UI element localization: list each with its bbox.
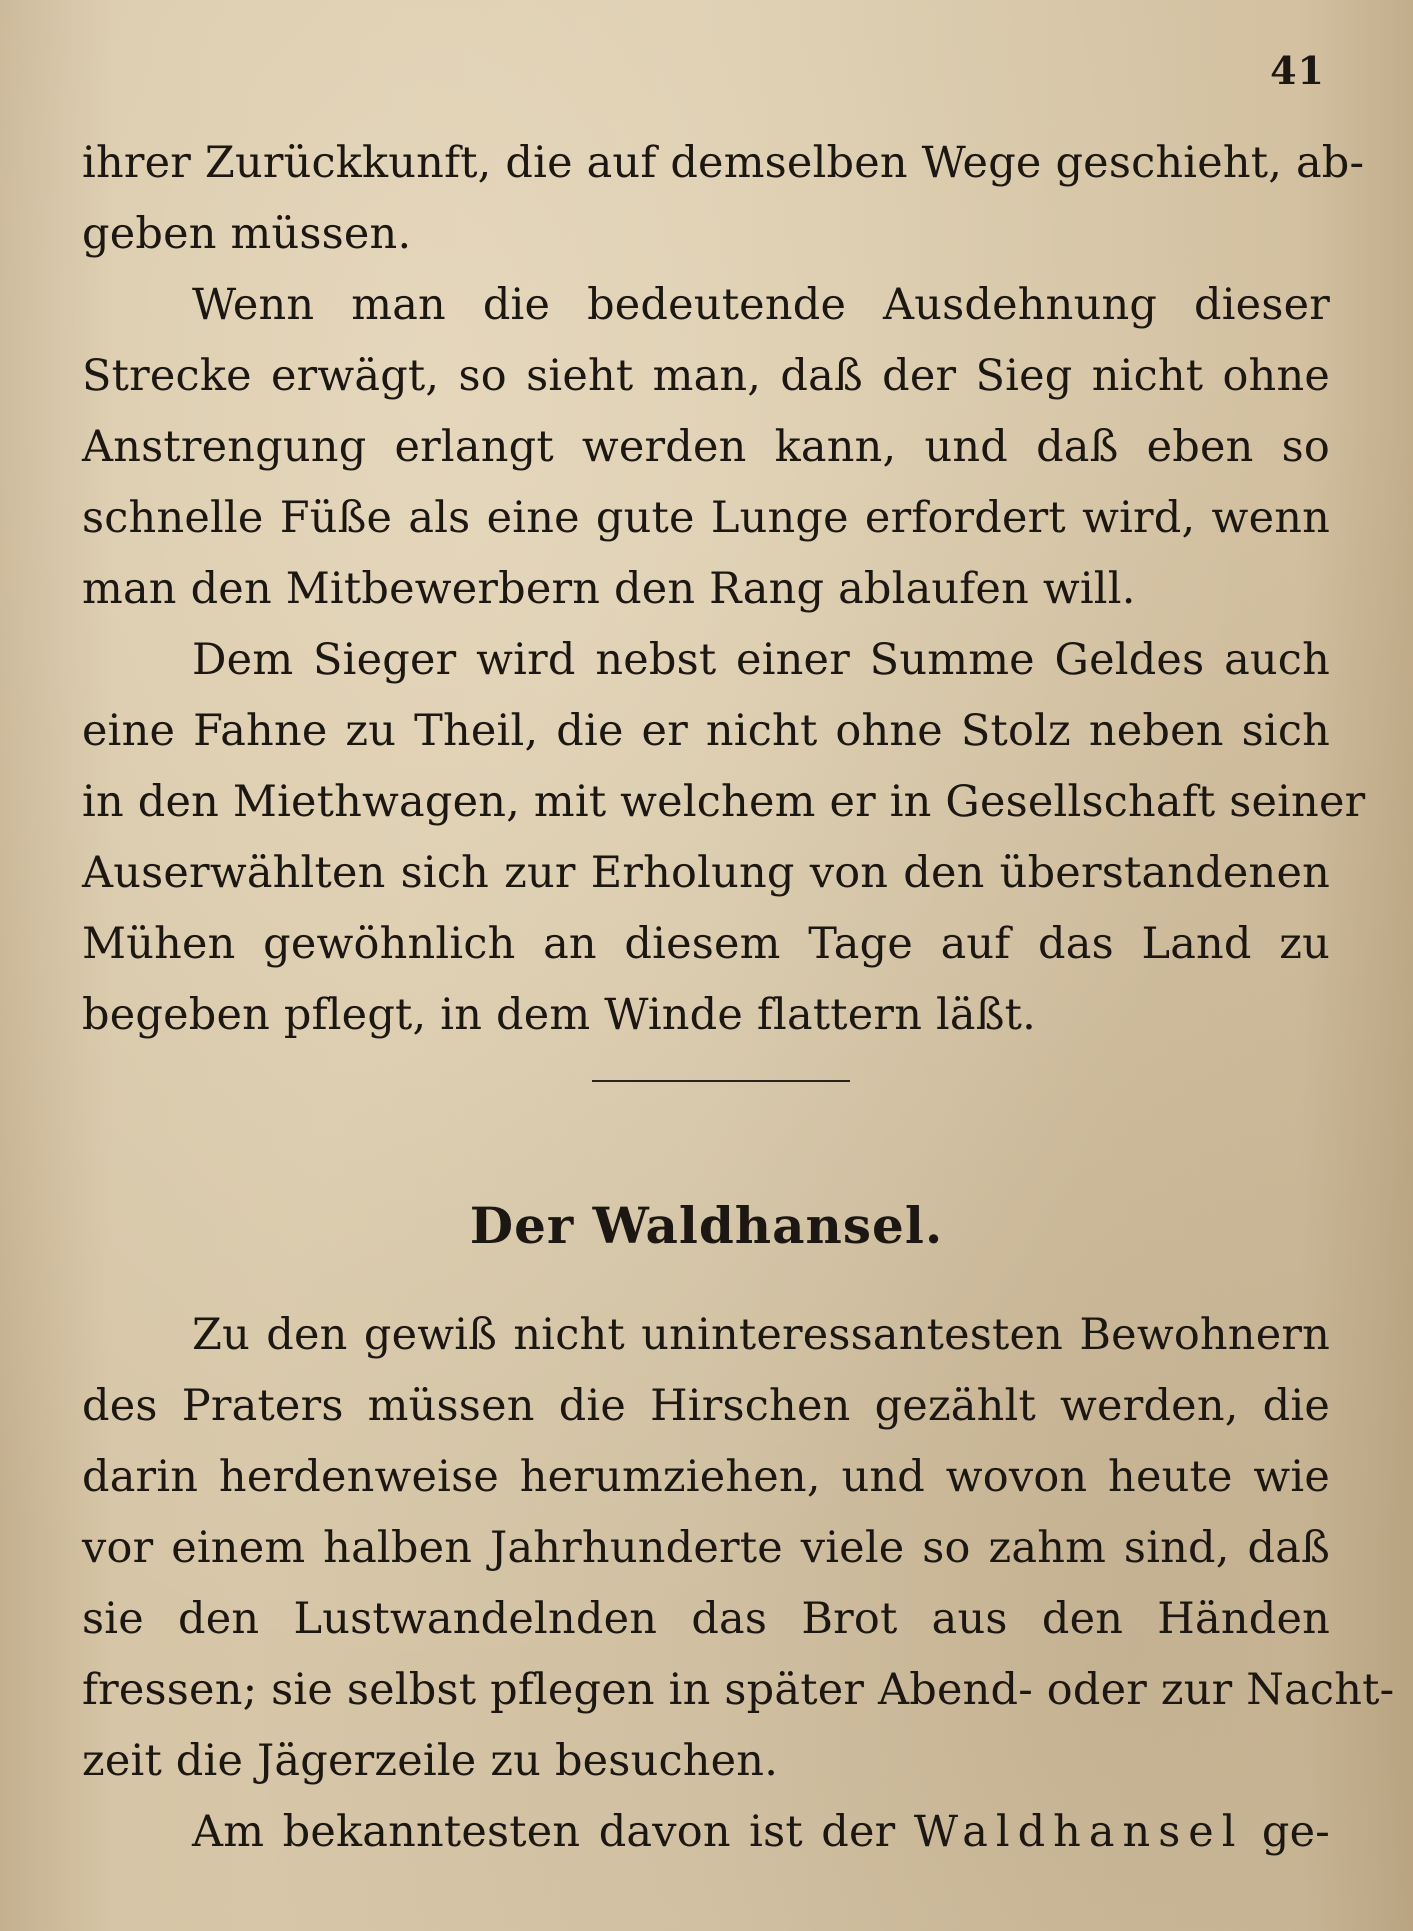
- text-line: in den Miethwagen, mit welchem er in Gesellschaft seiner: [82, 777, 1366, 827]
- text-line: man den Mitbewerbern den Rang ablaufen will.: [82, 564, 1136, 614]
- text-line: Strecke erwägt, so sieht man, daß der Sieg nicht ohne: [82, 351, 1330, 401]
- text-line: geben müssen.: [82, 209, 412, 259]
- final-line-spaced-name: Waldhansel: [913, 1807, 1244, 1857]
- text-line: Mühen gewöhnlich an diesem Tage auf das Land zu: [82, 919, 1330, 969]
- text-line: des Praters müssen die Hirschen gezählt werden, die: [82, 1381, 1330, 1431]
- text-line: begeben pflegt, in dem Winde flattern läßt.: [82, 990, 1037, 1040]
- final-line-after: ge-: [1261, 1807, 1331, 1857]
- text-line: schnelle Füße als eine gute Lunge erfordert wird, wenn: [82, 493, 1330, 543]
- text-block-top: [82, 128, 1366, 1051]
- section-divider: [592, 1080, 850, 1082]
- text-block-bottom: [82, 1300, 1395, 1868]
- text-line: Dem Sieger wird nebst einer Summe Geldes auch: [192, 635, 1330, 685]
- page-number: 41: [1270, 48, 1325, 93]
- text-line: fressen; sie selbst pflegen in später Abend- oder zur Nacht-: [82, 1665, 1395, 1715]
- text-line: Auserwählten sich zur Erholung von den überstandenen: [82, 848, 1330, 898]
- text-line: darin herdenweise herumziehen, und wovon heute wie: [82, 1452, 1330, 1502]
- text-line-final: [82, 1797, 1330, 1868]
- text-line: eine Fahne zu Theil, die er nicht ohne Stolz neben sich: [82, 706, 1330, 756]
- text-line: Wenn man die bedeutende Ausdehnung dieser: [192, 280, 1330, 330]
- text-line: Zu den gewiß nicht uninteressantesten Bewohnern: [192, 1310, 1330, 1360]
- text-line: ihrer Zurückkunft, die auf demselben Wege geschieht, ab-: [82, 138, 1365, 188]
- text-line: Anstrengung erlangt werden kann, und daß eben so: [82, 422, 1330, 472]
- text-line: sie den Lustwandelnden das Brot aus den Händen: [82, 1594, 1330, 1644]
- text-line: vor einem halben Jahrhunderte viele so zahm sind, daß: [82, 1523, 1330, 1573]
- section-title: Der Waldhansel.: [469, 1196, 944, 1255]
- text-line: zeit die Jägerzeile zu besuchen.: [82, 1736, 779, 1786]
- final-line-before: Am bekanntesten davon ist der: [192, 1807, 896, 1857]
